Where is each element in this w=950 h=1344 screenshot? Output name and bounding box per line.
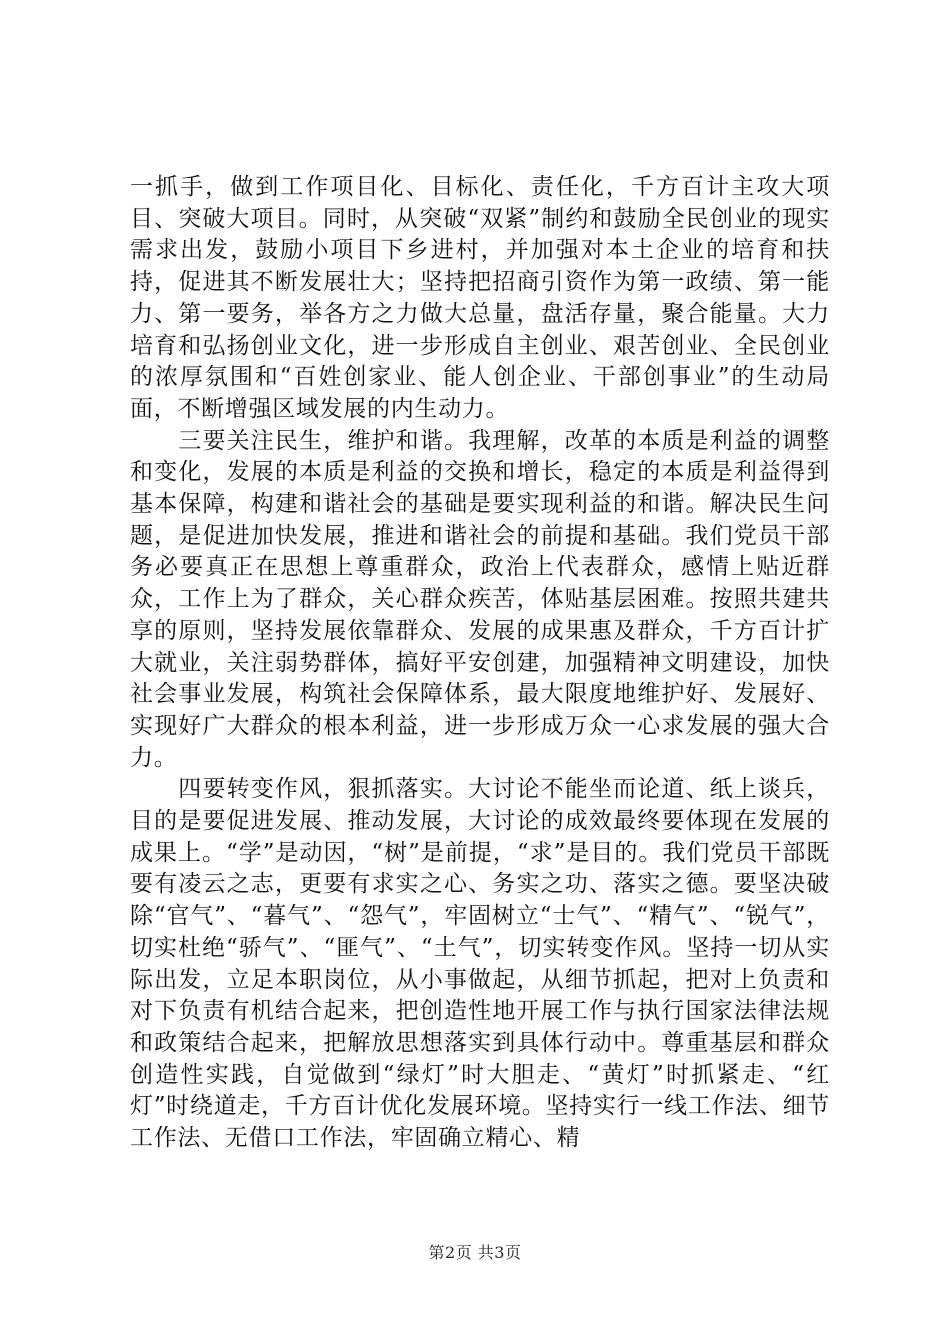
- paragraph-livelihood: 三要关注民生，维护和谐。我理解，改革的本质是利益的调整和变化，发展的本质是利益的交换和增长，稳定的本质是利益得到基本保障，构建和谐社会的基础是要实现利益的和谐。解决民生问题，是促进加快发展，推进和谐社会的前提和基础。我们党员干部务必要真正在思想上尊重群众，政治上代表群众，感情上贴近群众，工作上为了群众，关心群众疾苦，体贴基层困难。按照共建共享的原则，坚持发展依靠群众、发展的成果惠及群众，千方百计扩大就业，关注弱势群体，搞好平安创建，加强精神文明建设，加快社会事业发展，构筑社会保障体系，最大限度地维护好、发展好、实现好广大群众的根本利益，进一步形成万众一心求发展的强大合力。: [130, 427, 830, 771]
- document-body: [130, 172, 830, 1155]
- paragraph-continuation: 一抓手，做到工作项目化、目标化、责任化，千方百计主攻大项目、突破大项目。同时，从突破“双紧”制约和鼓励全民创业的现实需求出发，鼓励小项目下乡进村，并加强对本土企业的培育和扶持，促进其不断发展壮大；坚持把招商引资作为第一政绩、第一能力、第一要务，举各方之力做大总量，盘活存量，聚合能量。大力培育和弘扬创业文化，进一步形成自主创业、艰苦创业、全民创业的浓厚氛围和“百姓创家业、能人创企业、干部创事业”的生动局面，不断增强区域发展的内生动力。: [130, 174, 830, 422]
- page-number-footer: 第2页 共3页: [428, 1243, 522, 1262]
- paragraph-work-style: 四要转变作风，狠抓落实。大讨论不能坐而论道、纸上谈兵，目的是要促进发展、推动发展，大讨论的成效最终要体现在发展的成果上。“学”是动因，“树”是前提，“求”是目的。我们党员干部既要有凌云之志，更要有求实之心、务实之功、落实之德。要坚决破除“官气”、“暮气”、“怨气”，牢固树立“士气”、“精气”、“锐气”，切实杜绝“骄气”、“匪气”、“土气”，切实转变作风。坚持一切从实际出发，立足本职岗位，从小事做起，从细节抓起，把对上负责和对下负责有机结合起来，把创造性地开展工作与执行国家法律法规和政策结合起来，把解放思想落实到具体行动中。尊重基层和群众创造性实践，自觉做到“绿灯”时大胆走、“黄灯”时抓紧走、“红灯”时绕道走，千方百计优化发展环境。坚持实行一线工作法、细节工作法、无借口工作法，牢固确立精心、精: [130, 776, 830, 1152]
